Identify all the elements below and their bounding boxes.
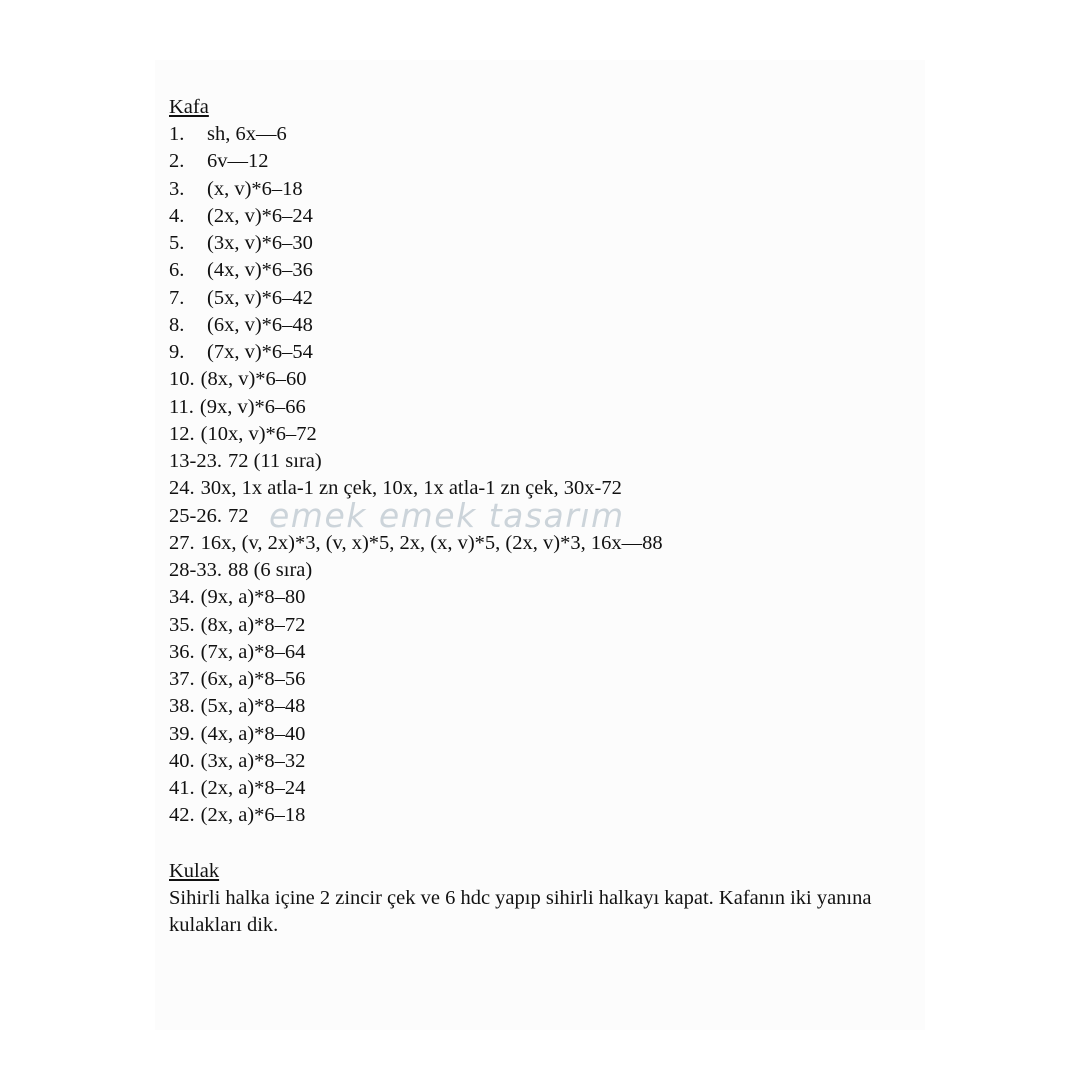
kafa-rows-list (169, 121, 929, 830)
row-number: 2. (169, 150, 185, 173)
pattern-row (169, 448, 929, 475)
row-instruction: (5x, a)*8–48 (200, 695, 306, 718)
pattern-row (169, 148, 929, 175)
pattern-row (169, 748, 929, 775)
row-instruction: (4x, a)*8–40 (200, 722, 306, 745)
row-instruction: (7x, a)*8–64 (200, 640, 306, 663)
row-instruction: (8x, a)*8–72 (200, 613, 306, 636)
row-number: 37. (169, 668, 195, 690)
row-number: 35. (169, 613, 195, 636)
pattern-row (169, 121, 929, 148)
pattern-row (169, 557, 929, 584)
pattern-row (169, 421, 929, 448)
pattern-row (169, 666, 929, 693)
pattern-row (169, 584, 929, 611)
section-gap (169, 830, 929, 858)
row-number: 12. (169, 422, 195, 445)
row-instruction: (10x, v)*6–72 (200, 422, 317, 445)
section-title-kafa: Kafa (169, 96, 209, 118)
pattern-row (169, 339, 929, 366)
row-number: 40. (169, 749, 195, 772)
row-number: 38. (169, 695, 195, 718)
row-number: 3. (169, 177, 185, 200)
row-number: 6. (169, 259, 185, 282)
row-number: 42. (169, 804, 195, 827)
row-instruction: (8x, v)*6–60 (200, 368, 307, 391)
row-number: 25-26. (169, 504, 222, 527)
pattern-row (169, 285, 929, 312)
pattern-row (169, 366, 929, 393)
pattern-row (169, 639, 929, 666)
row-instruction: (5x, v)*6–42 (207, 286, 313, 309)
row-instruction: (2x, v)*6–24 (207, 204, 313, 227)
row-instruction: (2x, a)*6–18 (200, 804, 306, 827)
row-instruction: sh, 6x—6 (207, 123, 287, 145)
row-instruction: (3x, a)*8–32 (200, 749, 306, 772)
row-number: 1. (169, 123, 185, 145)
pattern-row (169, 203, 929, 230)
row-number: 41. (169, 777, 195, 799)
pattern-row (169, 775, 929, 802)
row-instruction: (6x, v)*6–48 (207, 313, 313, 336)
row-number: 4. (169, 204, 185, 227)
row-number: 36. (169, 640, 195, 663)
pattern-row (169, 312, 929, 339)
row-instruction: (6x, a)*8–56 (200, 668, 306, 690)
row-number: 39. (169, 722, 195, 745)
row-instruction: 88 (6 sıra) (227, 559, 313, 581)
row-number: 8. (169, 313, 185, 336)
pattern-row (169, 176, 929, 203)
row-number: 5. (169, 232, 185, 254)
row-number: 7. (169, 286, 185, 309)
pattern-row (169, 721, 929, 748)
row-instruction: 30x, 1x atla-1 zn çek, 10x, 1x atla-1 zn çek, 30x-72 (200, 477, 622, 500)
pattern-row (169, 257, 929, 284)
pattern-row (169, 802, 929, 829)
row-number: 10. (169, 368, 195, 391)
row-instruction: (3x, v)*6–30 (207, 232, 313, 254)
row-instruction: 72 (11 sıra) (227, 450, 322, 472)
row-number: 9. (169, 341, 185, 363)
row-instruction: 16x, (v, 2x)*3, (v, x)*5, 2x, (x, v)*5, (2x, v)*3, 16x—88 (200, 531, 663, 554)
kulak-instructions: Sihirli halka içine 2 zincir çek ve 6 hdc yapıp sihirli halkayı kapat. Kafanın iki yanına kulakları dik. (169, 886, 872, 936)
row-instruction: (2x, a)*8–24 (200, 777, 306, 799)
row-instruction: (x, v)*6–18 (207, 177, 303, 200)
pattern-row (169, 693, 929, 720)
row-number: 24. (169, 477, 195, 500)
row-instruction: (4x, v)*6–36 (207, 259, 313, 282)
pattern-row (169, 394, 929, 421)
row-number: 28-33. (169, 559, 222, 581)
row-instruction: 6v—12 (207, 150, 269, 173)
row-number: 34. (169, 586, 195, 609)
row-number: 13-23. (169, 450, 222, 472)
pattern-row (169, 230, 929, 257)
row-instruction: (7x, v)*6–54 (207, 341, 313, 363)
watermark-text: emek emek tasarım (269, 496, 625, 535)
row-instruction: (9x, v)*6–66 (199, 395, 306, 418)
row-number: 27. (169, 531, 195, 554)
section-title-kulak: Kulak (169, 859, 220, 882)
row-instruction: (9x, a)*8–80 (200, 586, 306, 609)
row-number: 11. (169, 395, 194, 418)
pattern-row (169, 612, 929, 639)
row-instruction: 72 (227, 504, 249, 527)
